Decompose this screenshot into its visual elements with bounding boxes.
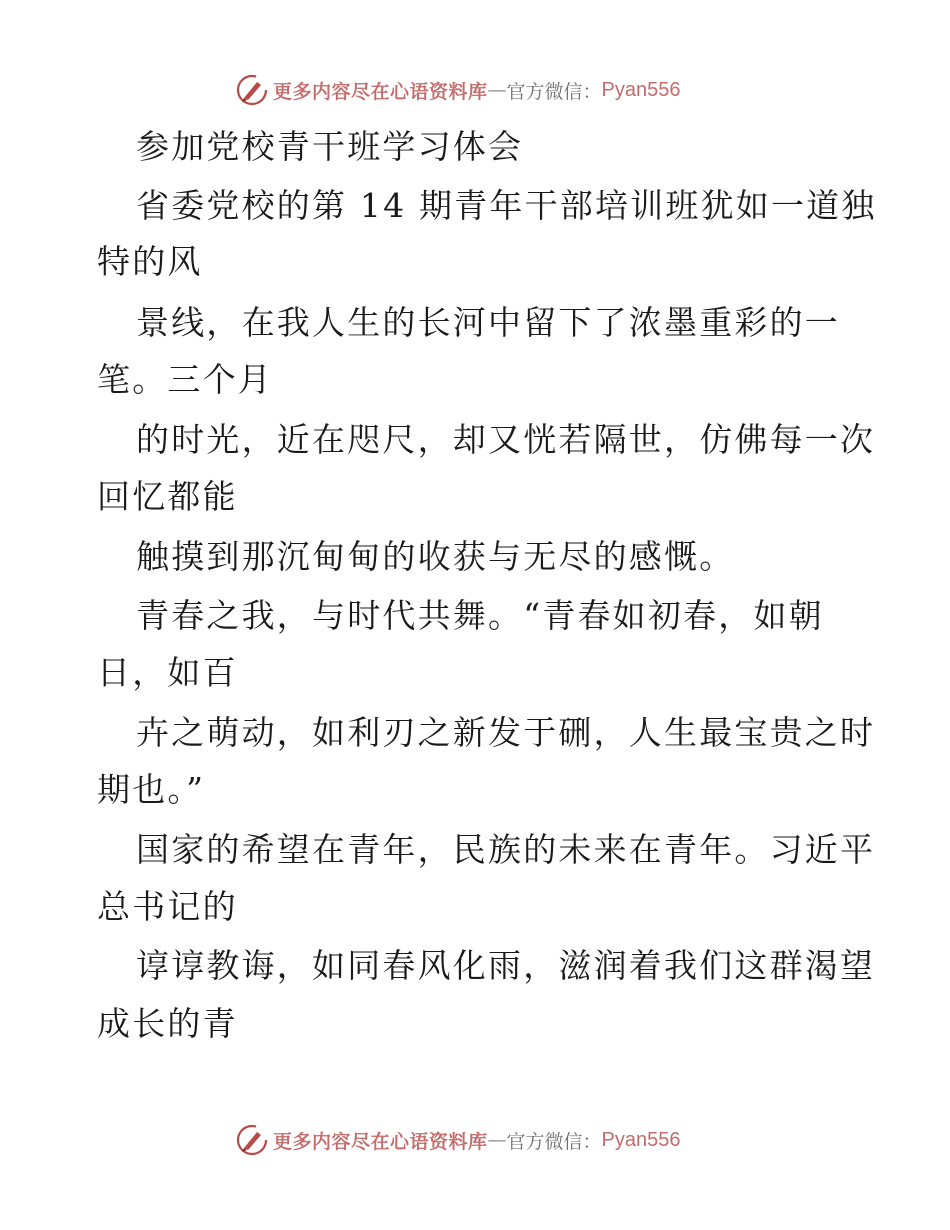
banner-text: 更多内容尽在心语资料库 (273, 80, 488, 103)
text-line: 回忆都能 (97, 477, 238, 516)
text-line: 触摸到那沉甸甸的收获与无尽的感慨。 (136, 537, 735, 576)
text-line: 卉之萌动，如利刃之新发于硎，人生最宝贵之时 (136, 713, 876, 752)
text-line: 总书记的 (97, 887, 238, 926)
text-line: 省委党校的第 14 期青年干部培训班犹如一道独 (136, 186, 877, 225)
text-line: 青春之我，与时代共舞。“青春如初春，如朝 (136, 596, 824, 635)
banner-official-label: 官方微信： (506, 80, 602, 103)
banner-text: 更多内容尽在心语资料库 (273, 1130, 488, 1153)
banner-wechat-id: Pyan556 (601, 78, 681, 101)
text-line: 的时光，近在咫尺，却又恍若隔世，仿佛每一次 (136, 420, 876, 459)
footer-banner (235, 1122, 681, 1158)
header-banner (235, 72, 681, 108)
text-line: 期也。” (97, 770, 206, 809)
text-line: 景线，在我人生的长河中留下了浓墨重彩的一 (136, 303, 840, 342)
banner-dash: — (487, 1129, 507, 1151)
pen-logo-icon (235, 1123, 269, 1157)
banner-dash: — (487, 79, 507, 101)
text-line: 谆谆教诲，如同春风化雨，滋润着我们这群渴望 (136, 946, 876, 985)
banner-wechat-id: Pyan556 (601, 1128, 681, 1151)
banner-official-label: 官方微信： (506, 1130, 602, 1153)
text-line: 日，如百 (97, 653, 238, 692)
doc-title: 参加党校青干班学习体会 (136, 127, 524, 166)
pen-logo-icon (235, 73, 269, 107)
text-line: 成长的青 (97, 1004, 238, 1043)
text-line: 特的风 (97, 242, 203, 281)
text-line: 国家的希望在青年，民族的未来在青年。习近平 (136, 830, 876, 869)
text-line: 笔。三个月 (97, 360, 273, 399)
